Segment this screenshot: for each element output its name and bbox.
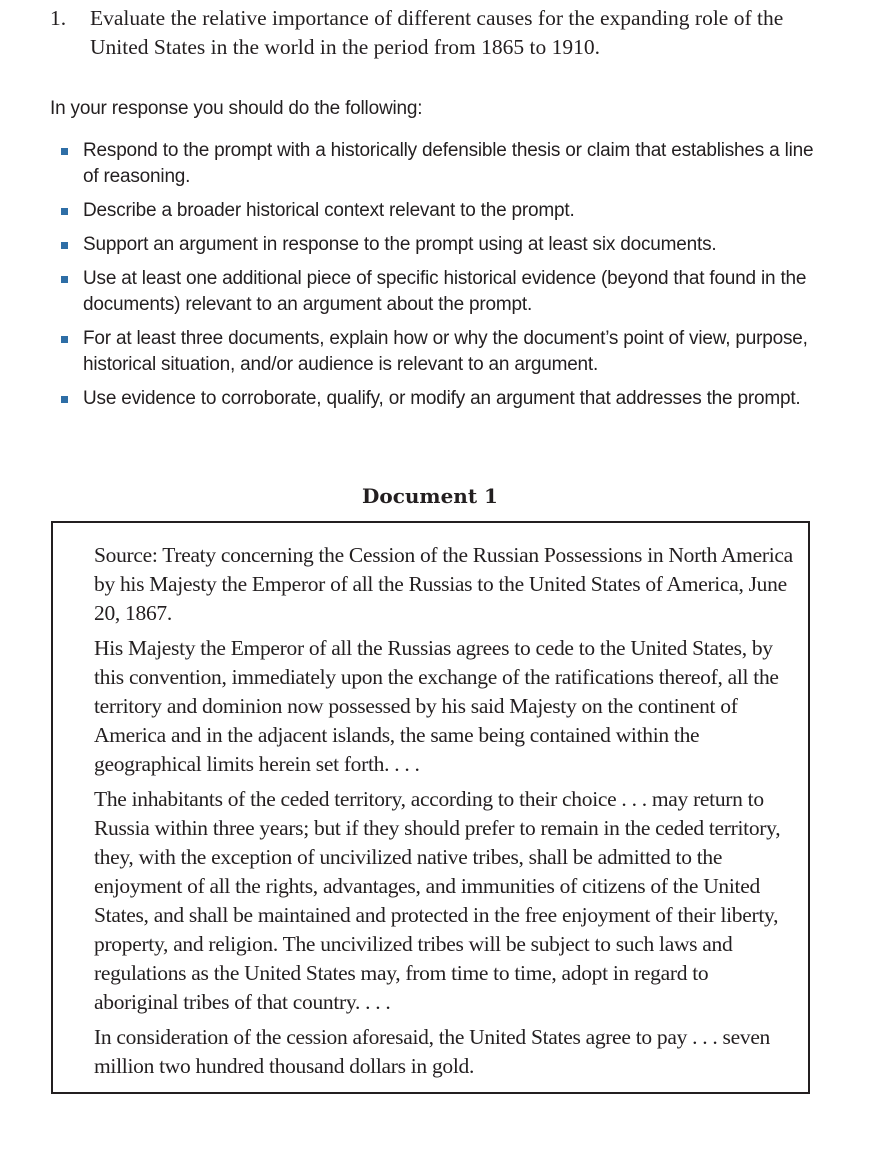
- square-bullet-icon: [61, 148, 68, 155]
- list-item-text: Respond to the prompt with a historically defensible thesis or claim that establishes a line of reasoning.: [83, 140, 814, 187]
- document-paragraph: His Majesty the Emperor of all the Russias agrees to cede to the United States, by this convention, immediately upon the exchange of the ratifications thereof, all the territory and dominion now possessed by his said Majesty on the continent of America and in the adjacent islands, the same being contained within the geographical limits herein set forth. . . .: [94, 636, 779, 776]
- document-paragraph: The inhabitants of the ceded territory, according to their choice . . . may return to Russia within three years; but if they should prefer to remain in the ceded territory, they, with the exception of uncivilized native tribes, shall be admitted to the enjoyment of all the rights, advantages, and immunities of citizens of the United States, and shall be maintained and protected in the free enjoyment of their liberty, property, and religion. The uncivilized tribes will be subject to such laws and regulations as the United States may, from time to time, adopt in regard to aboriginal tribes of that country. . . .: [94, 787, 781, 1014]
- square-bullet-icon: [61, 208, 68, 215]
- question-number: 1.: [50, 6, 67, 30]
- instructions-list: [50, 138, 830, 412]
- document-source: Source: Treaty concerning the Cession of the Russian Possessions in North America by his Majesty the Emperor of all the Russias to the United States of America, June 20, 1867.: [94, 543, 793, 625]
- square-bullet-icon: [61, 276, 68, 283]
- instructions: [50, 96, 830, 420]
- document-content: [94, 541, 794, 1087]
- instructions-intro: In your response you should do the following:: [50, 98, 423, 119]
- list-item: [50, 386, 830, 412]
- list-item: [50, 232, 830, 258]
- square-bullet-icon: [61, 242, 68, 249]
- list-item-text: For at least three documents, explain how or why the document’s point of view, purpose, historical situation, and/or audience is relevant to an argument.: [83, 328, 808, 375]
- list-item: [50, 326, 830, 378]
- list-item: [50, 138, 830, 190]
- list-item-text: Use at least one additional piece of specific historical evidence (beyond that found in the documents) relevant to an argument about the prompt.: [83, 268, 807, 315]
- question-text: Evaluate the relative importance of different causes for the expanding role of the United States in the world in the period from 1865 to 1910.: [90, 6, 784, 59]
- square-bullet-icon: [61, 336, 68, 343]
- list-item: [50, 266, 830, 318]
- list-item: [50, 198, 830, 224]
- document-paragraph: In consideration of the cession aforesaid, the United States agree to pay . . . seven million two hundred thousand dollars in gold.: [94, 1025, 771, 1078]
- square-bullet-icon: [61, 396, 68, 403]
- list-item-text: Describe a broader historical context relevant to the prompt.: [83, 200, 575, 221]
- list-item-text: Use evidence to corroborate, qualify, or modify an argument that addresses the prompt.: [83, 388, 801, 409]
- question: [50, 4, 830, 62]
- document-title: Document 1: [362, 484, 498, 508]
- list-item-text: Support an argument in response to the prompt using at least six documents.: [83, 234, 717, 255]
- document-box: [51, 521, 810, 1094]
